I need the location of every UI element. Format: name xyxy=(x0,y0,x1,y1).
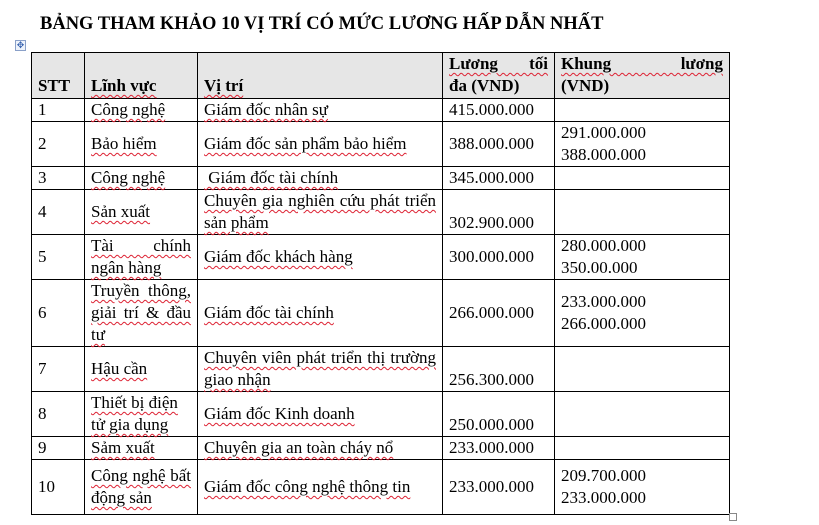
cell-field: Sảm xuất xyxy=(85,437,198,460)
header-field: Lĩnh vực xyxy=(85,53,198,99)
cell-max-salary: 388.000.000 xyxy=(443,122,555,167)
cell-field: Sản xuất xyxy=(85,190,198,235)
cell-range xyxy=(555,99,730,122)
cell-stt: 9 xyxy=(32,437,85,460)
table-row xyxy=(32,437,730,460)
cell-position: Giám đốc nhân sự xyxy=(198,99,443,122)
table-row xyxy=(32,190,730,235)
cell-stt: 10 xyxy=(32,460,85,515)
cell-max-salary: 256.300.000 xyxy=(443,347,555,392)
cell-position: Giám đốc khách hàng xyxy=(198,235,443,280)
cell-position: Giám đốc tài chính xyxy=(198,280,443,347)
table-row xyxy=(32,235,730,280)
cell-stt: 2 xyxy=(32,122,85,167)
cell-field: Truyền thông, giải trí & đầu tư xyxy=(85,280,198,347)
cell-stt: 6 xyxy=(32,280,85,347)
cell-field: Công nghệ xyxy=(85,167,198,190)
cell-range xyxy=(555,347,730,392)
cell-range xyxy=(555,190,730,235)
table-row xyxy=(32,460,730,515)
cell-range xyxy=(555,437,730,460)
header-salary-range: Khung lương (VND) xyxy=(555,53,730,99)
table-row xyxy=(32,280,730,347)
cell-range xyxy=(555,167,730,190)
cell-position: Giám đốc Kinh doanh xyxy=(198,392,443,437)
cell-max-salary: 300.000.000 xyxy=(443,235,555,280)
cell-field: Hậu cần xyxy=(85,347,198,392)
cell-range: 233.000.000 266.000.000 xyxy=(555,280,730,347)
cell-stt: 5 xyxy=(32,235,85,280)
cell-range: 280.000.000 350.00.000 xyxy=(555,235,730,280)
cell-stt: 7 xyxy=(32,347,85,392)
cell-position: Chuyên viên phát triển thị trường giao nhận xyxy=(198,347,443,392)
table-header-row xyxy=(32,53,730,99)
table-row xyxy=(32,122,730,167)
cell-stt: 3 xyxy=(32,167,85,190)
cell-stt: 8 xyxy=(32,392,85,437)
cell-max-salary: 233.000.000 xyxy=(443,460,555,515)
table-resize-handle-icon[interactable] xyxy=(729,513,737,521)
cell-field: Tài chính ngân hàng xyxy=(85,235,198,280)
header-max-salary: Lương tối đa (VND) xyxy=(443,53,555,99)
cell-stt: 4 xyxy=(32,190,85,235)
cell-field: Công nghệ bất động sản xyxy=(85,460,198,515)
cell-max-salary: 345.000.000 xyxy=(443,167,555,190)
table-row xyxy=(32,99,730,122)
cell-position: Chuyên gia an toàn cháy nổ xyxy=(198,437,443,460)
cell-stt: 1 xyxy=(32,99,85,122)
table-row xyxy=(32,167,730,190)
header-stt: STT xyxy=(32,53,85,99)
salary-table xyxy=(31,52,730,515)
cell-position: Giám đốc sản phẩm bảo hiểm xyxy=(198,122,443,167)
cell-max-salary: 266.000.000 xyxy=(443,280,555,347)
cell-range xyxy=(555,392,730,437)
cell-position: Chuyên gia nghiên cứu phát triển sản phẩm xyxy=(198,190,443,235)
cell-max-salary: 302.900.000 xyxy=(443,190,555,235)
cell-range: 291.000.000 388.000.000 xyxy=(555,122,730,167)
cell-range: 209.700.000 233.000.000 xyxy=(555,460,730,515)
table-row xyxy=(32,347,730,392)
cell-position: Giám đốc tài chính xyxy=(198,167,443,190)
header-position: Vị trí xyxy=(198,53,443,99)
document-title: BẢNG THAM KHẢO 10 VỊ TRÍ CÓ MỨC LƯƠNG HẤP DẪN NHẤT xyxy=(40,14,604,34)
cell-field: Bảo hiểm xyxy=(85,122,198,167)
cell-position: Giám đốc công nghệ thông tin xyxy=(198,460,443,515)
table-move-handle-icon[interactable]: ✥ xyxy=(16,40,25,50)
cell-max-salary: 250.000.000 xyxy=(443,392,555,437)
cell-field: Công nghệ xyxy=(85,99,198,122)
cell-max-salary: 415.000.000 xyxy=(443,99,555,122)
cell-max-salary: 233.000.000 xyxy=(443,437,555,460)
cell-field: Thiết bị điện tử gia dụng xyxy=(85,392,198,437)
table-row xyxy=(32,392,730,437)
